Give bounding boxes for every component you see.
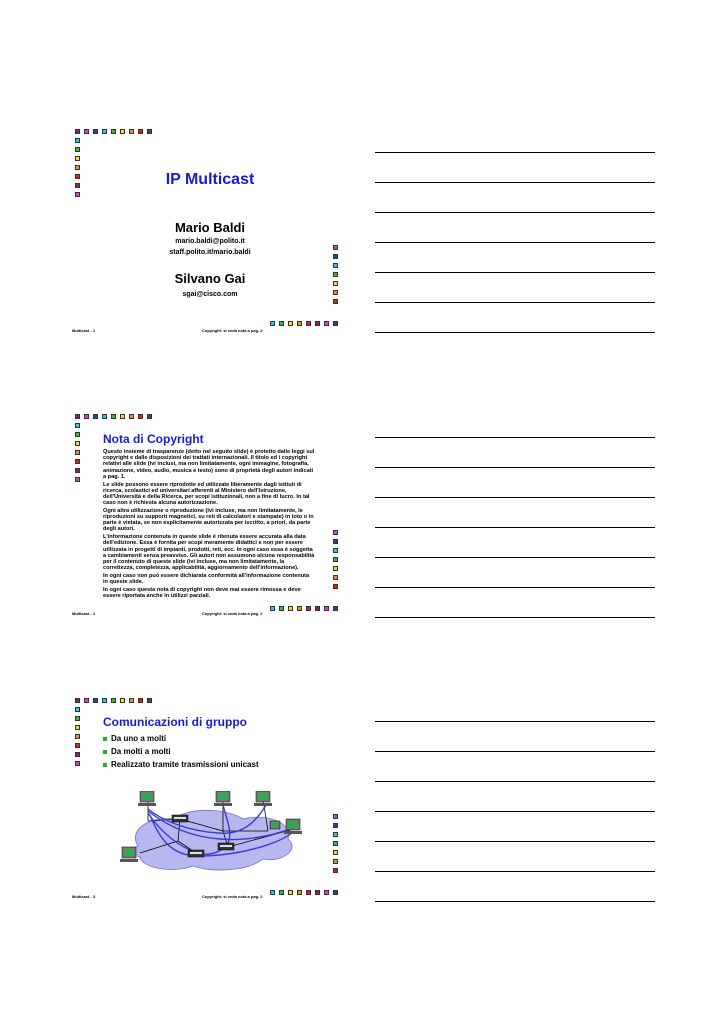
decor-square xyxy=(120,698,125,703)
decor-square xyxy=(93,414,98,419)
decor-square xyxy=(270,321,275,326)
decor-square xyxy=(288,890,293,895)
author-2-name: Silvano Gai xyxy=(174,271,246,286)
decor-square xyxy=(333,272,338,277)
note-line xyxy=(375,527,655,528)
decor-square xyxy=(75,423,80,428)
decor-square xyxy=(75,165,80,170)
decor-square xyxy=(315,890,320,895)
decor-square xyxy=(75,468,80,473)
decor-square xyxy=(147,414,152,419)
decor-square xyxy=(75,414,80,419)
decor-square xyxy=(84,129,89,134)
decor-square xyxy=(120,414,125,419)
decor-square xyxy=(333,584,338,589)
decor-square xyxy=(75,147,80,152)
decor-square xyxy=(279,606,284,611)
bullet-text: Da uno a molti xyxy=(111,734,167,743)
decor-square xyxy=(102,129,107,134)
slide-2 xyxy=(70,410,350,625)
decor-square xyxy=(333,281,338,286)
decor-square xyxy=(279,890,284,895)
network-cloud xyxy=(132,810,292,870)
decor-square xyxy=(75,716,80,721)
slide-2-title: Nota di Copyright xyxy=(103,432,204,446)
computer-icon xyxy=(284,819,302,834)
decor-square xyxy=(324,606,329,611)
decor-square xyxy=(306,606,311,611)
computer-icon xyxy=(138,791,156,806)
decor-square xyxy=(75,192,80,197)
bullet-item xyxy=(103,745,259,758)
bullet-list xyxy=(103,732,259,771)
decor-square xyxy=(306,321,311,326)
note-line xyxy=(375,242,655,243)
decor-square xyxy=(333,321,338,326)
note-line xyxy=(375,557,655,558)
decor-square xyxy=(333,299,338,304)
decor-square xyxy=(333,254,338,259)
decor-square xyxy=(147,698,152,703)
decor-square xyxy=(75,743,80,748)
author-1-email: mario.baldi@polito.it xyxy=(175,238,245,245)
decor-square xyxy=(333,850,338,855)
decor-square xyxy=(111,414,116,419)
computer-icon xyxy=(270,821,280,829)
bullet-marker xyxy=(103,750,107,754)
decor-square xyxy=(84,698,89,703)
note-line xyxy=(375,617,655,618)
decor-square xyxy=(333,575,338,580)
decor-square xyxy=(333,530,338,535)
decor-square xyxy=(102,698,107,703)
slide-1-footer-copyright: Copyright: si veda nota a pag. 2 xyxy=(202,328,263,333)
decor-square xyxy=(333,890,338,895)
note-line xyxy=(375,751,655,752)
decor-square xyxy=(84,414,89,419)
note-line xyxy=(375,841,655,842)
computer-icon xyxy=(214,791,232,806)
decor-square xyxy=(138,414,143,419)
decor-square xyxy=(75,441,80,446)
decor-square xyxy=(270,890,275,895)
decor-square xyxy=(93,129,98,134)
decor-square xyxy=(75,477,80,482)
decor-square xyxy=(102,414,107,419)
decor-square xyxy=(75,734,80,739)
computer-icon xyxy=(254,791,272,806)
decor-square xyxy=(120,129,125,134)
decor-square xyxy=(333,557,338,562)
decor-square xyxy=(333,245,338,250)
bullet-item xyxy=(103,758,259,771)
note-line xyxy=(375,811,655,812)
decor-square xyxy=(333,859,338,864)
decor-square xyxy=(333,290,338,295)
decor-square xyxy=(333,868,338,873)
note-line xyxy=(375,212,655,213)
slide-3-footer-page: Multicast - 3 xyxy=(72,894,96,899)
decor-square xyxy=(333,548,338,553)
decor-square xyxy=(111,129,116,134)
decor-square xyxy=(75,156,80,161)
decor-square xyxy=(315,606,320,611)
slide-2-footer-copyright: Copyright: si veda nota a pag. 2 xyxy=(202,611,263,616)
note-line xyxy=(375,152,655,153)
slide-3-footer-copyright: Copyright: si veda nota a pag. 2 xyxy=(202,894,263,899)
decor-square xyxy=(75,752,80,757)
decor-square xyxy=(75,459,80,464)
author-2-email: sgai@cisco.com xyxy=(182,291,238,298)
copyright-text xyxy=(103,449,315,601)
slide-1-title: IP Multicast xyxy=(165,171,255,188)
decor-square xyxy=(333,539,338,544)
copyright-paragraph-4: L'informazione contenuta in queste slide è ritenuta essere accurata alla data dell'edizione. Essa è fornita per scopi meramente didattici e non per essere utilizzata in progetti di impianti, prodotti, reti, ecc. In ogni caso essa è soggetta a cambiamenti senza preavviso. Gli autori non assumono alcuna responsabilità per il contenuto di queste slide (ivi incluse, ma non limitatamente, la correttezza, completezza, applicabilità, aggiornamento dell'informazione). xyxy=(103,534,315,572)
slide-1-footer-page: Multicast - 1 xyxy=(72,328,96,333)
decor-square xyxy=(333,823,338,828)
note-line xyxy=(375,272,655,273)
decor-square xyxy=(75,183,80,188)
copyright-paragraph-3: Ogni altra utilizzazione o riproduzione (ivi incluse, ma non limitatamente, le riproduzioni su supporti magnetici, su reti di calcolatori e stampate) in toto o in parte è vietata, se non esplicitamente autorizzata per iscritto, a priori, da parte degli autori. xyxy=(103,507,314,533)
decor-square xyxy=(333,832,338,837)
decor-square xyxy=(93,698,98,703)
copyright-paragraph-1: Questo insieme di trasparenze (detto nel seguito slide) è protetto dalle leggi sul copyright e dalle disposizioni dei trattati internazionali. Il titolo ed i copyright relativi alle slide (ivi inclusi, ma non limitatamente, ogni immagine, fotografia, animazione, video, audio, musica e testo) sono di proprietà degli autori indicati a pag. 1. xyxy=(103,449,315,480)
decor-square xyxy=(75,698,80,703)
copyright-paragraph-2: Le slide possono essere riprodotte ed utilizzate liberamente dagli istituti di ricerca, scolastici ed universitari afferenti al Ministero dell'Istruzione, dell'Università e della Ricerca, per scopi istituzionali, non a fine di lucro. In tal caso non è richiesta alcuna autorizzazione. xyxy=(103,481,310,507)
note-line xyxy=(375,182,655,183)
note-line xyxy=(375,781,655,782)
note-line xyxy=(375,497,655,498)
copyright-paragraph-5: In ogni caso non può essere dichiarata conformità all'informazione contenuta in queste slide. xyxy=(103,572,310,586)
decor-square xyxy=(288,606,293,611)
decor-square xyxy=(147,129,152,134)
bullet-marker xyxy=(103,763,107,767)
router-icon xyxy=(188,850,204,857)
decor-square xyxy=(306,890,311,895)
decor-square xyxy=(324,890,329,895)
decor-square xyxy=(297,321,302,326)
bullet-text: Da molti a molti xyxy=(111,747,171,756)
decor-square xyxy=(111,698,116,703)
slide-3-title: Comunicazioni di gruppo xyxy=(103,715,247,729)
decor-square xyxy=(75,761,80,766)
decor-square xyxy=(75,450,80,455)
note-line xyxy=(375,871,655,872)
bullet-marker xyxy=(103,737,107,741)
router-icon xyxy=(172,815,188,822)
bullet-item xyxy=(103,732,259,745)
decor-square xyxy=(138,129,143,134)
author-1-name: Mario Baldi xyxy=(174,220,246,235)
slide-1 xyxy=(70,125,350,340)
note-line xyxy=(375,587,655,588)
decor-square xyxy=(288,321,293,326)
decor-square xyxy=(333,814,338,819)
decor-square xyxy=(75,129,80,134)
network-diagram xyxy=(118,791,308,881)
decor-square xyxy=(324,321,329,326)
decor-square xyxy=(75,174,80,179)
decor-square xyxy=(75,725,80,730)
slide-2-footer-page: Multicast - 2 xyxy=(72,611,96,616)
author-1-website: staff.polito.it/mario.baldi xyxy=(169,249,251,256)
decor-square xyxy=(75,138,80,143)
decor-square xyxy=(297,606,302,611)
decor-square xyxy=(333,263,338,268)
note-line xyxy=(375,901,655,902)
router-icon xyxy=(218,843,234,850)
computer-icon xyxy=(120,847,138,862)
decor-square xyxy=(138,698,143,703)
decor-square xyxy=(129,698,134,703)
decor-square xyxy=(270,606,275,611)
slide-3 xyxy=(70,694,350,909)
decor-square xyxy=(75,707,80,712)
decor-square xyxy=(333,606,338,611)
note-line xyxy=(375,302,655,303)
note-line xyxy=(375,437,655,438)
decor-square xyxy=(333,841,338,846)
decor-square xyxy=(75,432,80,437)
decor-square xyxy=(315,321,320,326)
bullet-text: Realizzato tramite trasmissioni unicast xyxy=(111,760,259,769)
decor-square xyxy=(297,890,302,895)
copyright-paragraph-6: In ogni caso questa nota di copyright non deve mai essere rimossa e deve essere riportata anche in utilizzi parziali. xyxy=(103,586,301,599)
decor-square xyxy=(279,321,284,326)
decor-square xyxy=(333,566,338,571)
decor-square xyxy=(129,414,134,419)
note-line xyxy=(375,467,655,468)
decor-square xyxy=(129,129,134,134)
note-line xyxy=(375,721,655,722)
note-line xyxy=(375,332,655,333)
